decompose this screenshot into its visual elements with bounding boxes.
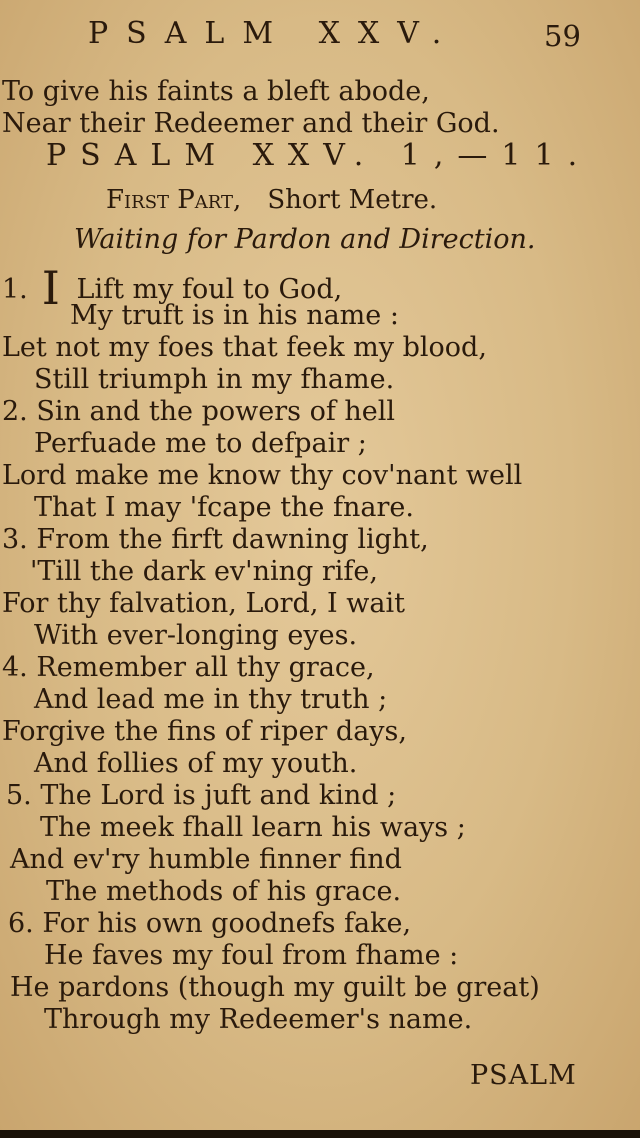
previous-ending-line: To give his faints a bleft abode, (2, 76, 430, 107)
catchword: PSALM (470, 1060, 577, 1091)
verse-line (2, 524, 429, 556)
verse-number: 3. (2, 524, 28, 555)
verse-line: Let not my foes that feek my blood, (2, 332, 487, 363)
psalm-subtitle: Waiting for Pardon and Direction. (74, 224, 536, 255)
previous-ending-line: Near their Redeemer and their God. (2, 108, 500, 139)
verse-number: 2. (2, 396, 28, 427)
verse-line (6, 780, 396, 812)
verse-line: My truft is in his name : (70, 300, 399, 331)
verse-line: Perfuade me to defpair ; (34, 428, 367, 459)
verse-line: The methods of his grace. (46, 876, 402, 907)
page-bottom-edge (0, 1130, 640, 1138)
verse-text: The Lord is juft and kind ; (40, 780, 397, 811)
verse-line: And follies of my youth. (34, 748, 358, 779)
part-heading (106, 184, 437, 216)
psalm-heading: PSALM XXV. 1,—11. (46, 138, 592, 173)
verse-line: Still triumph in my fhame. (34, 364, 395, 395)
verse-number: 5. (6, 780, 32, 811)
verse-number: 4. (2, 652, 28, 683)
verse-text: From the firft dawning light, (36, 524, 429, 555)
verse-line: Through my Redeemer's name. (44, 1004, 473, 1035)
page-number: 59 (544, 19, 581, 53)
verse-text: Lift my foul to God, (67, 274, 343, 305)
verse-number: 1. (2, 274, 28, 305)
verse-text: For his own goodnefs fake, (42, 908, 412, 939)
verse-line: And lead me in thy truth ; (34, 684, 388, 715)
drop-cap: I (41, 261, 60, 315)
verse-line (2, 652, 375, 684)
running-title: PSALM XXV. (88, 16, 460, 51)
verse-line: He faves my foul from fhame : (44, 940, 459, 971)
verse-line: Lord make me know thy cov'nant well (2, 460, 523, 491)
verse-line (8, 908, 411, 940)
verse-line: And ev'ry humble finner find (10, 844, 402, 875)
verse-text: Remember all thy grace, (36, 652, 375, 683)
verse-text: Sin and the powers of hell (36, 396, 396, 427)
verse-line: Forgive the fins of riper days, (2, 716, 407, 747)
part-label: First Part, (106, 185, 242, 215)
verse-line: That I may 'fcape the fnare. (34, 492, 414, 523)
verse-line: He pardons (though my guilt be great) (10, 972, 540, 1003)
metre-label: Short Metre. (267, 185, 438, 215)
verse-line: With ever-longing eyes. (34, 620, 358, 651)
verse-line: 'Till the dark ev'ning rife, (30, 556, 378, 587)
verse-line (2, 396, 395, 428)
verse-line: The meek fhall learn his ways ; (40, 812, 466, 843)
verse-number: 6. (8, 908, 34, 939)
verse-line: For thy falvation, Lord, I wait (2, 588, 405, 619)
